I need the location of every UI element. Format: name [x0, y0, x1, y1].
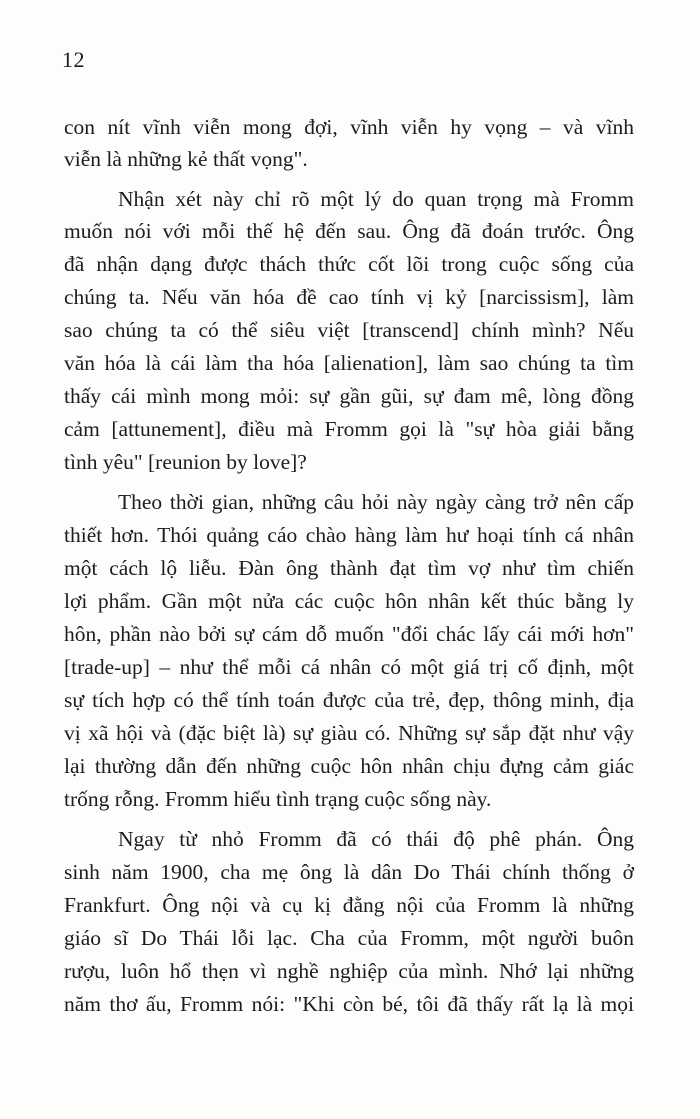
text-line: Theo thời gian, những câu hỏi này ngày càng trở nên cấp [118, 490, 634, 514]
text-line: vị xã hội và (đặc biệt là) sự giàu có. Những sự sắp đặt như vậy [64, 721, 634, 745]
text-line: chúng ta. Nếu văn hóa đề cao tính vị kỷ [narcissism], làm [64, 285, 634, 309]
text-line: giáo sĩ Do Thái lỗi lạc. Cha của Fromm, một người buôn [64, 926, 634, 950]
text-line: trống rỗng. Fromm hiểu tình trạng cuộc sống này. [64, 787, 492, 811]
text-line: lại thường dẫn đến những cuộc hôn nhân chịu đựng cảm giác [64, 754, 634, 778]
text-line: Ngay từ nhỏ Fromm đã có thái độ phê phán. Ông [118, 827, 634, 851]
text-line: một cách lộ liễu. Đàn ông thành đạt tìm vợ như tìm chiến [64, 556, 634, 580]
text-line: đã nhận dạng được thách thức cốt lõi trong cuộc sống của [64, 252, 634, 276]
text-line: lợi phẩm. Gần một nửa các cuộc hôn nhân kết thúc bằng ly [64, 589, 634, 613]
text-line: cảm [attunement], điều mà Fromm gọi là "sự hòa giải bằng [64, 417, 634, 441]
text-line: muốn nói với mỗi thế hệ đến sau. Ông đã đoán trước. Ông [64, 219, 634, 243]
text-line: viễn là những kẻ thất vọng". [64, 147, 308, 171]
text-line: thấy cái mình mong mỏi: sự gần gũi, sự đam mê, lòng đồng [64, 384, 634, 408]
text-line: thiết hơn. Thói quảng cáo chào hàng làm hư hoại tính cá nhân [64, 523, 634, 547]
text-line: Nhận xét này chỉ rõ một lý do quan trọng mà Fromm [118, 187, 634, 211]
text-line: rượu, luôn hổ thẹn vì nghề nghiệp của mình. Nhớ lại những [64, 959, 634, 983]
text-line: năm thơ ấu, Fromm nói: "Khi còn bé, tôi đã thấy rất lạ là mọi [64, 992, 634, 1016]
text-line: hôn, phần nào bởi sự cám dỗ muốn "đổi chác lấy cái mới hơn" [64, 622, 634, 646]
text-line: [trade-up] – như thể mỗi cá nhân có một giá trị cố định, một [64, 655, 634, 679]
text-line: văn hóa là cái làm tha hóa [alienation], làm sao chúng ta tìm [64, 351, 634, 375]
text-line: sinh năm 1900, cha mẹ ông là dân Do Thái chính thống ở [64, 860, 634, 884]
text-line: tình yêu" [reunion by love]? [64, 450, 307, 474]
page-number: 12 [62, 47, 85, 72]
text-line: con nít vĩnh viễn mong đợi, vĩnh viễn hy vọng – và vĩnh [64, 115, 634, 139]
text-line: sao chúng ta có thể siêu việt [transcend] chính mình? Nếu [64, 318, 634, 342]
text-line: Frankfurt. Ông nội và cụ kị đằng nội của Fromm là những [64, 893, 634, 917]
text-line: sự tích hợp có thể tính toán được của trẻ, đẹp, thông minh, địa [64, 688, 634, 712]
